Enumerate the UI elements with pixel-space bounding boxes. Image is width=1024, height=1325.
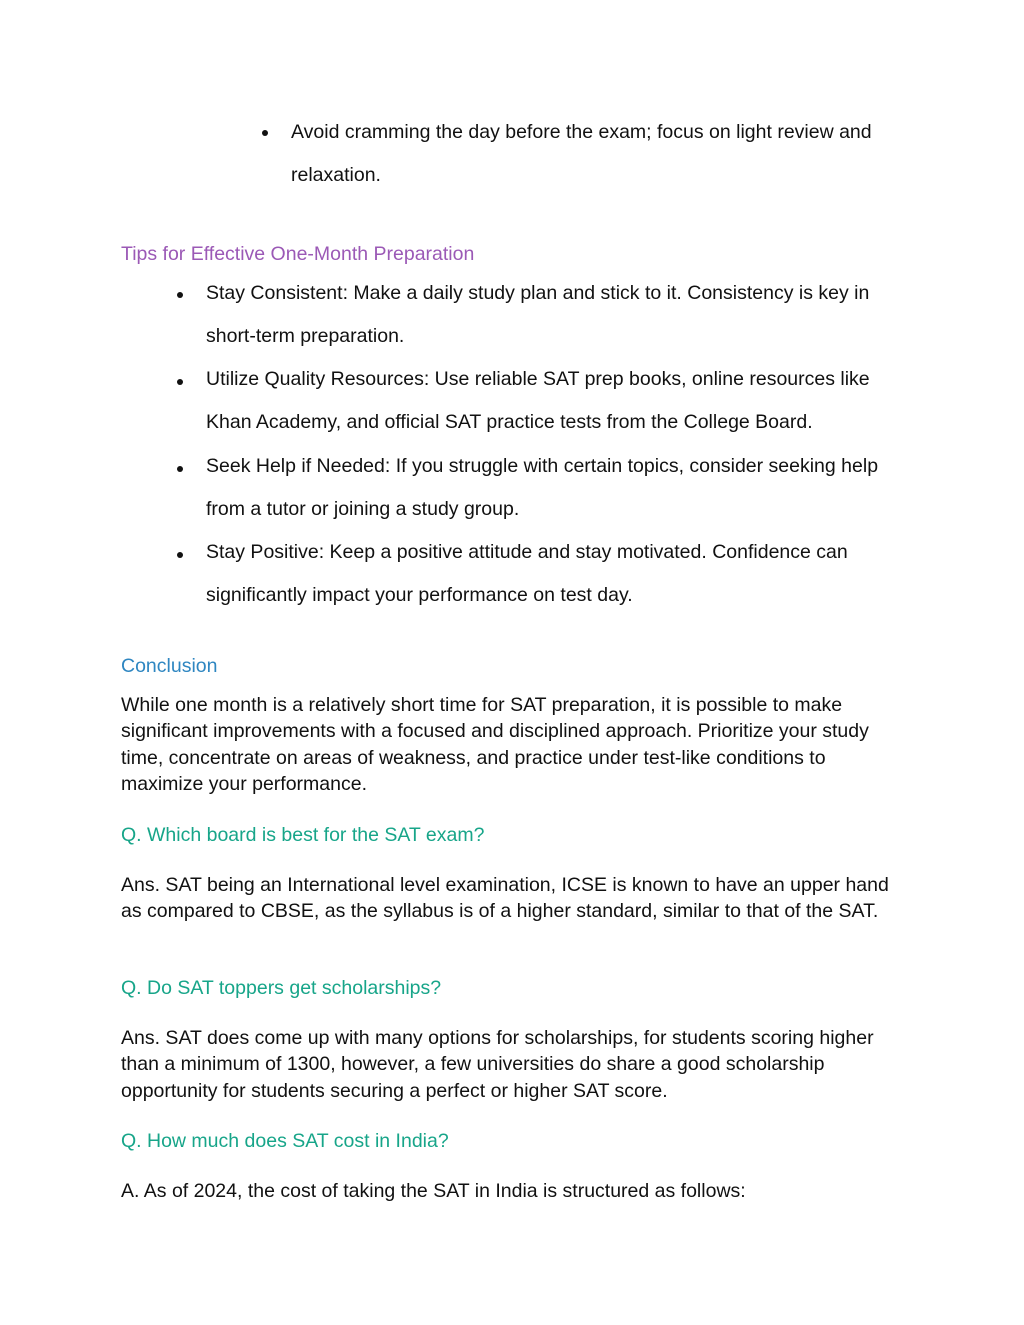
- bullet-dot: [262, 130, 268, 136]
- faq-answer-scholarships: Ans. SAT does come up with many options for scholarships, for students scoring higher than a minimum of 1300, however, a few universities do share a good scholarship opportunity for students securing a perfect or higher SAT score.: [121, 1027, 874, 1102]
- list-item-quality-resources: Utilize Quality Resources: Use reliable SAT prep books, online resources like Khan Academy, and official SAT practice tests from the College Board.: [206, 368, 870, 433]
- list-item-stay-positive: Stay Positive: Keep a positive attitude and stay motivated. Confidence can significantly impact your performance on test day.: [206, 541, 848, 606]
- faq-question-scholarships: Q. Do SAT toppers get scholarships?: [121, 977, 442, 999]
- tips-heading: Tips for Effective One-Month Preparation: [121, 243, 475, 265]
- list-item-seek-help: Seek Help if Needed: If you struggle with certain topics, consider seeking help from a tutor or joining a study group.: [206, 455, 879, 520]
- list-item-avoid-cramming: Avoid cramming the day before the exam; focus on light review and relaxation.: [291, 121, 872, 186]
- conclusion-body: While one month is a relatively short time for SAT preparation, it is possible to make significant improvements with a focused and disciplined approach. Prioritize your study time, concentrate on areas of weakness, and practice under test-like conditions to maximize your performance.: [121, 694, 869, 795]
- faq-answer-cost: A. As of 2024, the cost of taking the SAT in India is structured as follows:: [121, 1180, 746, 1202]
- bullet-dot: [177, 292, 183, 298]
- list-item-stay-consistent: Stay Consistent: Make a daily study plan and stick to it. Consistency is key in short-term preparation.: [206, 282, 870, 347]
- faq-question-cost: Q. How much does SAT cost in India?: [121, 1130, 449, 1152]
- bullet-dot: [177, 379, 183, 385]
- bullet-dot: [177, 552, 183, 558]
- faq-question-board: Q. Which board is best for the SAT exam?: [121, 824, 485, 846]
- conclusion-heading: Conclusion: [121, 655, 218, 677]
- faq-answer-board: Ans. SAT being an International level examination, ICSE is known to have an upper hand as compared to CBSE, as the syllabus is of a higher standard, similar to that of the SAT.: [121, 874, 889, 923]
- bullet-dot: [177, 466, 183, 472]
